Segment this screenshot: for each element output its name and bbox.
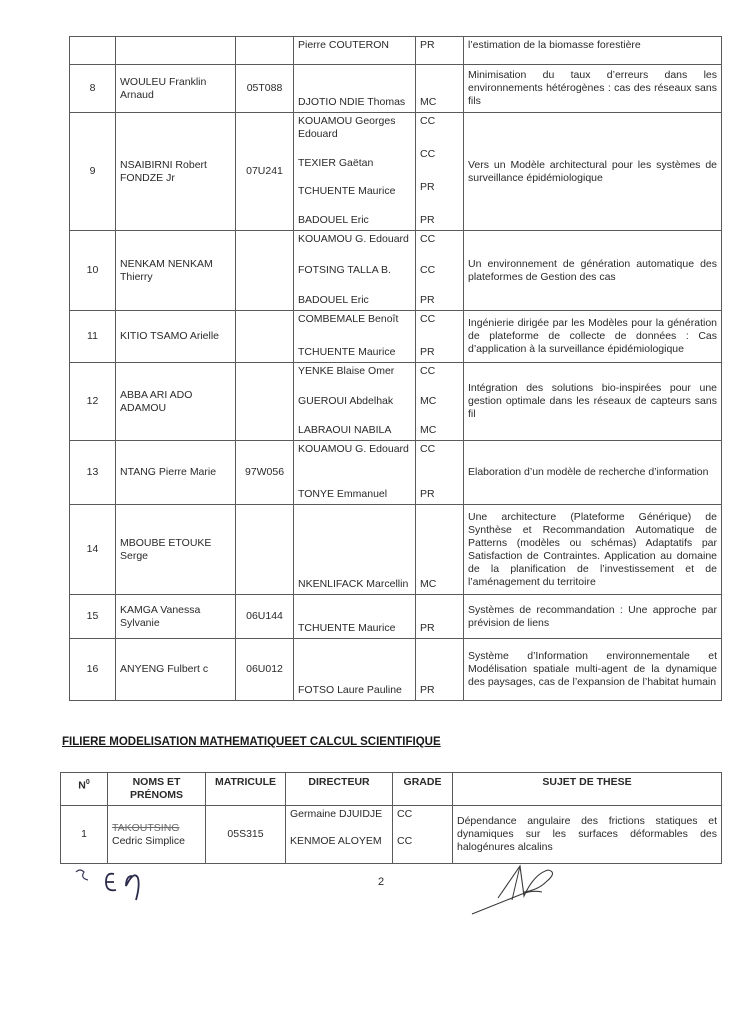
student-name: WOULEU Franklin Arnaud: [116, 65, 236, 113]
director-grade: CC: [420, 115, 436, 127]
director-grade: PR: [420, 39, 435, 51]
director-name: KENMOE ALOYEM: [290, 835, 382, 847]
grades: [416, 639, 464, 701]
header-grade: GRADE: [393, 773, 453, 806]
director-name: LABRAOUI NABILA: [298, 424, 392, 436]
matricule: 05S315: [206, 806, 286, 864]
director-grade: CC: [420, 313, 436, 325]
director-name: COMBEMALE Benoît: [298, 313, 399, 325]
thesis-subject: Minimisation du taux d’erreurs dans les environnements hétérogènes : cas des réseaux sans fils: [464, 65, 722, 113]
director-name: TCHUENTE Maurice: [298, 622, 396, 634]
director-name: Pierre COUTERON: [298, 39, 390, 51]
table-row: [70, 311, 722, 363]
table-row: [70, 505, 722, 595]
director-name: GUEROUI Abdelhak: [298, 394, 394, 407]
director-grade: CC: [420, 263, 436, 276]
directors: [286, 806, 393, 864]
directors: [294, 639, 416, 701]
thesis-subject: Vers un Modèle architectural pour les systèmes de surveillance épidémiologique: [464, 113, 722, 231]
director-grade: CC: [420, 443, 436, 455]
table-row: [70, 37, 722, 65]
director-grade: PR: [420, 181, 435, 193]
director-grade: PR: [420, 214, 435, 226]
directors: [294, 65, 416, 113]
thesis-subject: Dépendance angulaire des frictions statiques et dynamiques sur les surfaces déformables des halogénures alcalins: [453, 806, 722, 864]
director-grade: CC: [420, 365, 436, 377]
header-director: DIRECTEUR: [286, 773, 393, 806]
directors: [294, 113, 416, 231]
director-name: KOUAMOU Georges Edouard: [298, 115, 396, 140]
director-grade: CC: [397, 835, 413, 847]
row-number: 12: [70, 363, 116, 441]
row-number: 11: [70, 311, 116, 363]
table-row: [70, 113, 722, 231]
table-row: [70, 231, 722, 311]
director-name: KOUAMOU G. Edouard: [298, 443, 409, 455]
table-row: [70, 363, 722, 441]
table-row: [70, 639, 722, 701]
header-subject: SUJET DE THESE: [453, 773, 722, 806]
row-number: 9: [70, 113, 116, 231]
thesis-subject: Système d’Information environnementale et Modélisation spatiale multi-agent de la dynamique des paysages, cas de l’expansion de l’habitat humain: [464, 639, 722, 701]
row-number: 8: [70, 65, 116, 113]
row-number: 10: [70, 231, 116, 311]
matricule: 06U144: [236, 595, 294, 639]
student-name: KAMGA Vanessa Sylvanie: [116, 595, 236, 639]
student-name-line1: TAKOUTSING: [112, 821, 180, 834]
table-row: [61, 806, 722, 864]
directors: [294, 505, 416, 595]
student-name: NTANG Pierre Marie: [116, 441, 236, 505]
student-name: NSAIBIRNI Robert FONDZE Jr: [116, 113, 236, 231]
header-num: $N^0$: [61, 773, 108, 806]
grades: [416, 505, 464, 595]
table-row: [70, 441, 722, 505]
thesis-table-body: [70, 37, 722, 701]
director-name: YENKE Blaise Omer: [298, 365, 395, 377]
thesis-subject: Un environnement de génération automatique des plateformes de Gestion des cas: [464, 231, 722, 311]
grades: [416, 311, 464, 363]
director-grade: MC: [420, 578, 437, 590]
director-name: DJOTIO NDIE Thomas: [298, 96, 406, 108]
director-grade: CC: [397, 808, 413, 820]
directors: [294, 311, 416, 363]
matricule: [236, 311, 294, 363]
row-number: 1: [61, 806, 108, 864]
grades: [416, 231, 464, 311]
row-number: [70, 37, 116, 65]
header-matricule: MATRICULE: [206, 773, 286, 806]
director-grade: CC: [420, 233, 436, 245]
grades: [416, 441, 464, 505]
page-number: 2: [378, 876, 385, 888]
thesis-subject: Intégration des solutions bio-inspirées pour une gestion optimale dans les réseaux de capteurs sans fil: [464, 363, 722, 441]
director-grade: PR: [420, 488, 435, 500]
student-name: ANYENG Fulbert c: [116, 639, 236, 701]
table-row: [70, 65, 722, 113]
thesis-subject: Elaboration d’un modèle de recherche d’information: [464, 441, 722, 505]
thesis-subject: Systèmes de recommandation : Une approche par prévision de liens: [464, 595, 722, 639]
directors: [294, 441, 416, 505]
director-name: Germaine DJUIDJE: [290, 808, 383, 820]
thesis-subject: Une architecture (Plateforme Générique) de Synthèse et Recommandation Automatique de Patterns (modèles ou schémas) Adaptatifs par Satisfaction de Contraintes. Application au domaine de la planification de l’investissement et de l’aménagement du territoire: [464, 505, 722, 595]
thesis-subject: l’estimation de la biomasse forestière: [464, 37, 722, 65]
director-name: NKENLIFACK Marcellin: [298, 578, 409, 590]
director-name: TCHUENTE Maurice: [298, 346, 396, 358]
director-name: KOUAMOU G. Edouard: [298, 233, 409, 245]
row-number: 15: [70, 595, 116, 639]
director-name: TCHUENTE Maurice: [298, 185, 396, 198]
directors: [294, 595, 416, 639]
thesis-subject: Ingénierie dirigée par les Modèles pour la génération de plateforme de collecte de données : Cas d’application à la surveillance épidémiologique: [464, 311, 722, 363]
signature: [468, 862, 568, 922]
director-grade: PR: [420, 294, 435, 306]
matricule: [236, 37, 294, 65]
row-number: 13: [70, 441, 116, 505]
director-name: FOTSING TALLA B.: [298, 263, 391, 276]
director-grade: PR: [420, 346, 435, 358]
table-row: [70, 595, 722, 639]
director-name: TONYE Emmanuel: [298, 488, 388, 500]
matricule: [236, 231, 294, 311]
grades: [393, 806, 453, 864]
student-name: ABBA ARI ADO ADAMOU: [116, 363, 236, 441]
director-grade: MC: [420, 394, 437, 407]
row-number: 14: [70, 505, 116, 595]
table-header-row: [61, 773, 722, 806]
grades: [416, 363, 464, 441]
student-name: KITIO TSAMO Arielle: [116, 311, 236, 363]
handwritten-initials: [70, 866, 170, 906]
matricule: 06U012: [236, 639, 294, 701]
matricule: 05T088: [236, 65, 294, 113]
matricule: [236, 505, 294, 595]
header-names: NOMS ET PRÉNOMS: [108, 773, 206, 806]
grades: [416, 37, 464, 65]
thesis-table-continued: [69, 36, 722, 701]
directors: [294, 231, 416, 311]
matricule: 97W056: [236, 441, 294, 505]
director-grade: MC: [420, 424, 437, 436]
section-heading: FILIERE MODELISATION MATHEMATIQUEET CALCUL SCIENTIFIQUE: [62, 736, 441, 748]
director-grade: MC: [420, 96, 437, 108]
row-number: 16: [70, 639, 116, 701]
grades: [416, 595, 464, 639]
student-name: [108, 806, 206, 864]
matricule: [236, 363, 294, 441]
student-name: [116, 37, 236, 65]
director-grade: CC: [420, 148, 436, 160]
grades: [416, 65, 464, 113]
student-name: MBOUBE ETOUKE Serge: [116, 505, 236, 595]
directors: [294, 363, 416, 441]
director-grade: PR: [420, 622, 435, 634]
directors: [294, 37, 416, 65]
math-thesis-table: [60, 772, 722, 864]
student-name-line2: Cedric Simplice: [112, 834, 185, 847]
grades: [416, 113, 464, 231]
director-grade: PR: [420, 684, 435, 696]
matricule: 07U241: [236, 113, 294, 231]
director-name: BADOUEL Eric: [298, 213, 369, 226]
director-name: BADOUEL Eric: [298, 294, 369, 306]
director-name: TEXIER Gaëtan: [298, 156, 374, 169]
director-name: FOTSO Laure Pauline: [298, 684, 402, 696]
student-name: NENKAM NENKAM Thierry: [116, 231, 236, 311]
